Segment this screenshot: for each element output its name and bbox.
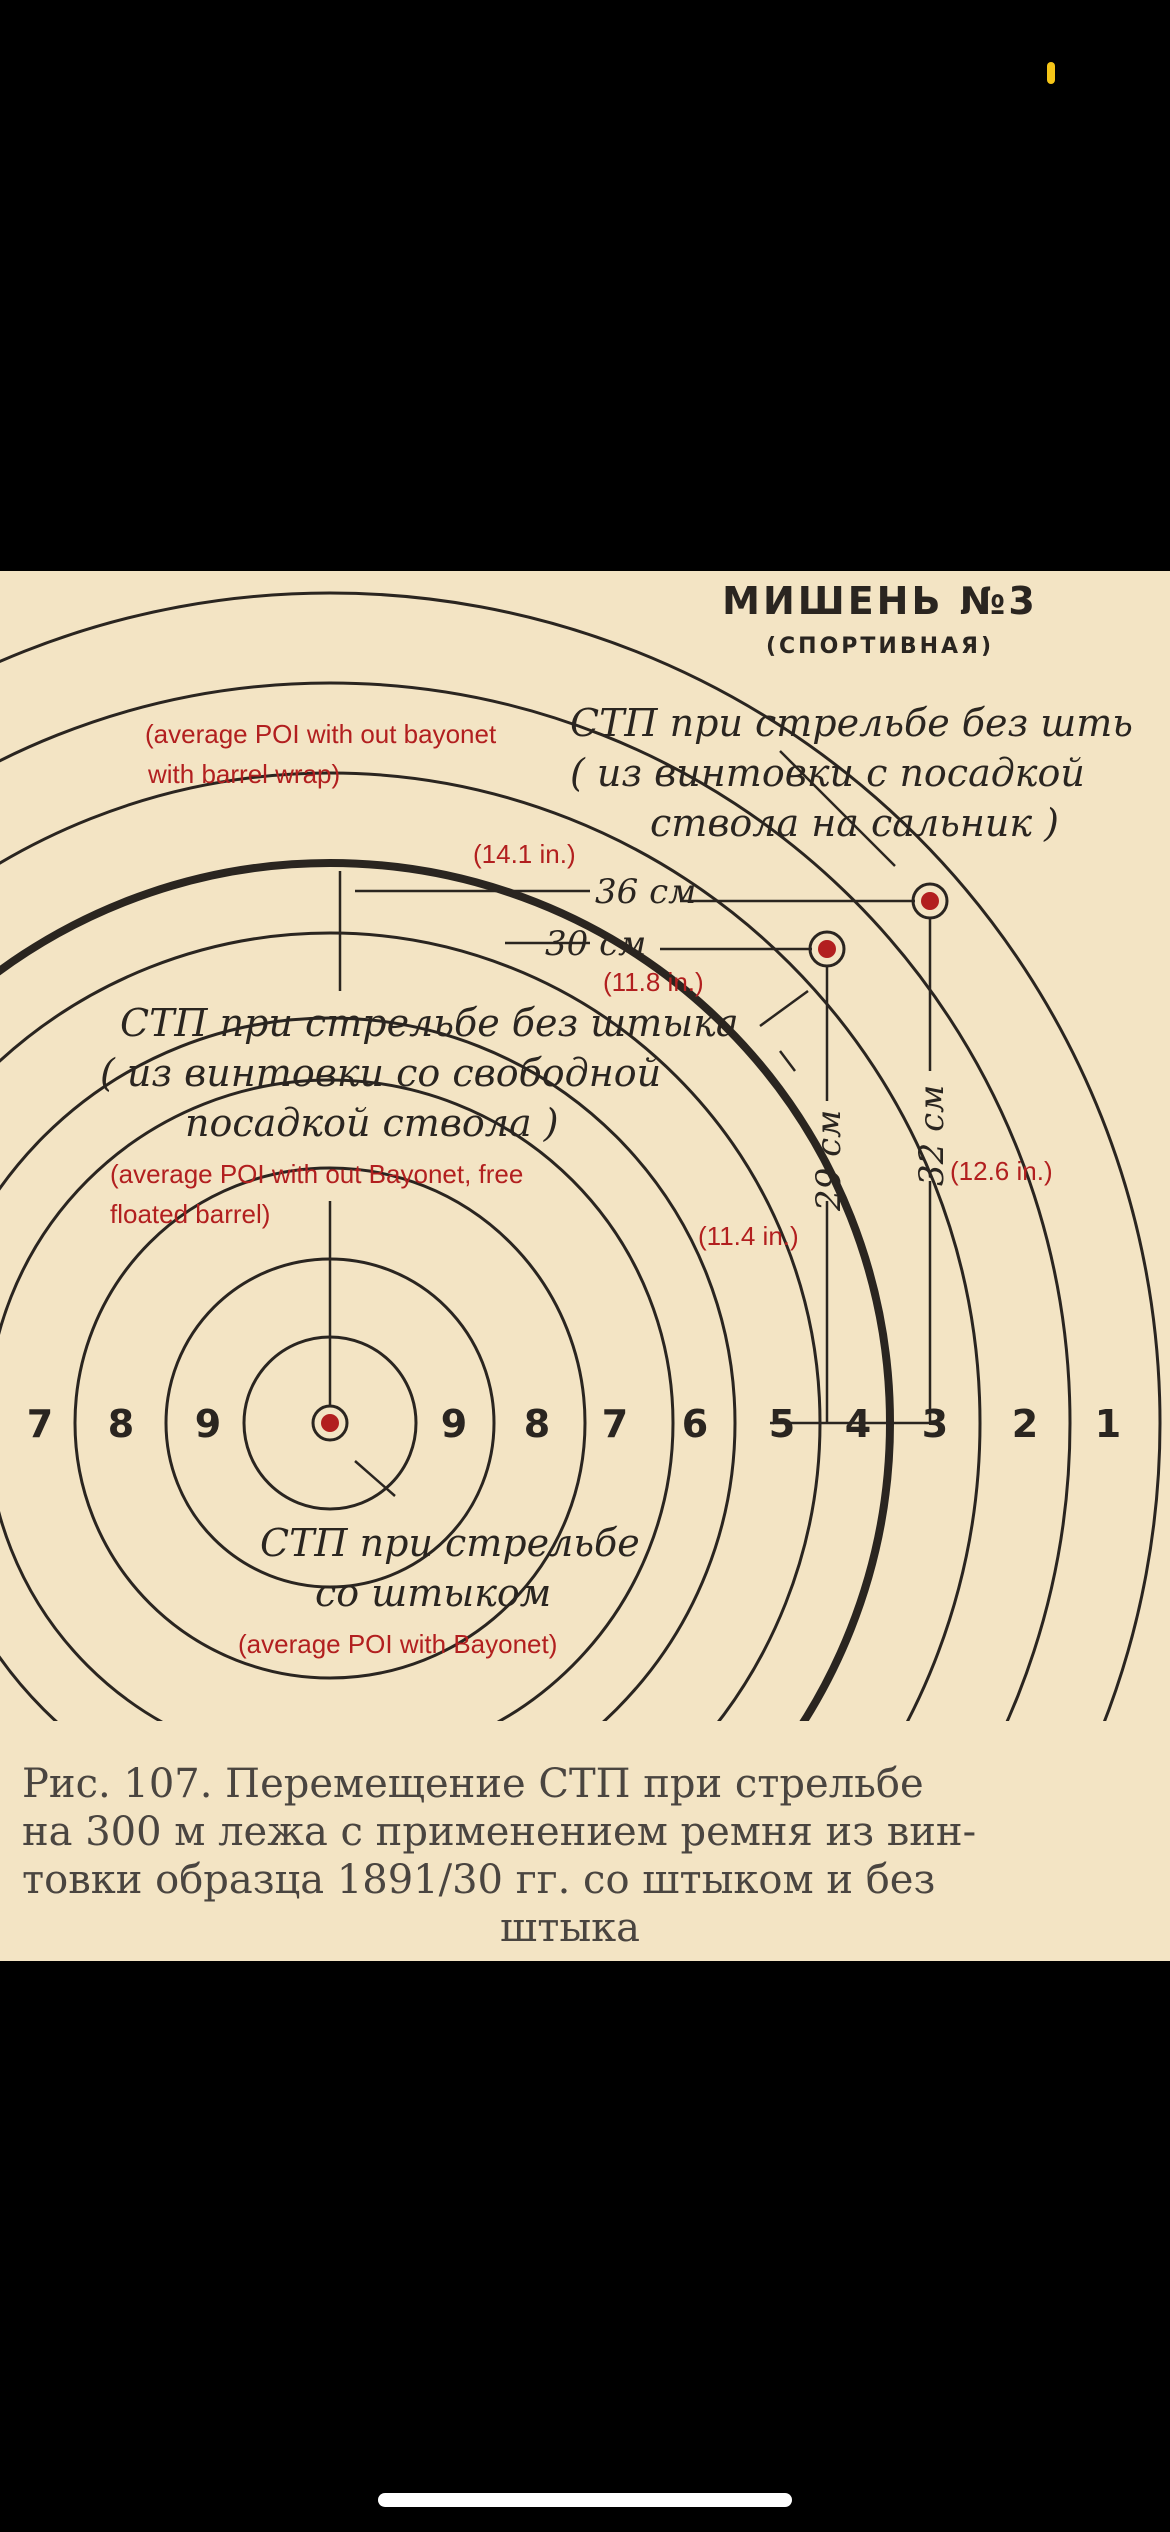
poi-free-float-marker <box>810 932 844 966</box>
annotation-free-float-line2: floated barrel) <box>110 1199 271 1229</box>
ring-number: 8 <box>107 1402 135 1446</box>
ring-number: 6 <box>681 1402 709 1446</box>
annotation-11-4-in: (11.4 in.) <box>698 1221 799 1251</box>
dim-36cm: 36 см <box>595 872 697 912</box>
annotation-12-6-in: (12.6 in.) <box>950 1156 1053 1186</box>
figure-panel <box>0 571 1170 1961</box>
home-indicator[interactable] <box>378 2493 792 2507</box>
annotation-barrel-wrap-line2: with barrel wrap) <box>148 759 341 789</box>
dim-29cm: 29 см <box>809 1109 849 1211</box>
annotation-14-1-in: (14.1 in.) <box>473 839 576 869</box>
target-title: МИШЕНЬ №3 <box>722 579 1038 623</box>
annotation-free-float-line1: (average POI with out Bayonet, free <box>110 1159 524 1189</box>
annotation-barrel-wrap-line1: (average POI with out bayonet <box>145 719 497 749</box>
ring-number: 4 <box>844 1402 872 1446</box>
ring-number: 2 <box>1011 1402 1039 1446</box>
dim-30cm: 30 см <box>545 924 647 964</box>
ring-number: 9 <box>440 1402 468 1446</box>
ring-number: 7 <box>26 1402 54 1446</box>
ring-number: 3 <box>921 1402 949 1446</box>
ring-number: 9 <box>194 1402 222 1446</box>
label-middle-left-line2: ( из винтовки со свободной <box>100 1051 662 1095</box>
status-indicator <box>1047 62 1055 84</box>
label-bottom-line2: со штыком <box>315 1571 552 1615</box>
label-top-right-line2: ( из винтовки с посадкой <box>570 751 1085 795</box>
target-subtitle: (СПОРТИВНАЯ) <box>765 634 995 659</box>
caption-line2: на 300 м лежа с применением ремня из вин- <box>22 1809 977 1855</box>
label-top-right-line3: ствола на сальник ) <box>650 801 1059 845</box>
ring-number: 5 <box>768 1402 796 1446</box>
label-middle-left-line1: СТП при стрельбе без штыка <box>120 1001 739 1045</box>
label-bottom-line1: СТП при стрельбе <box>260 1521 640 1565</box>
annotation-bayonet: (average POI with Bayonet) <box>238 1629 558 1659</box>
ring-number: 8 <box>523 1402 551 1446</box>
ring-number: 1 <box>1094 1402 1122 1446</box>
caption-line4: штыка <box>500 1905 640 1951</box>
label-middle-left-line3: посадкой ствола ) <box>185 1101 559 1145</box>
poi-barrel-wrap-marker <box>913 884 947 918</box>
dim-32cm: 32 см <box>912 1084 952 1186</box>
label-top-right-line1: СТП при стрельбе без шть <box>570 701 1133 745</box>
annotation-11-8-in: (11.8 in.) <box>603 967 704 997</box>
poi-bayonet-marker <box>313 1406 347 1440</box>
caption-line3: товки образца 1891/30 гг. со штыком и без <box>22 1857 936 1903</box>
target-diagram <box>0 571 1170 1961</box>
caption-line1: Рис. 107. Перемещение СТП при стрельбе <box>22 1761 924 1807</box>
ring-number: 7 <box>601 1402 629 1446</box>
